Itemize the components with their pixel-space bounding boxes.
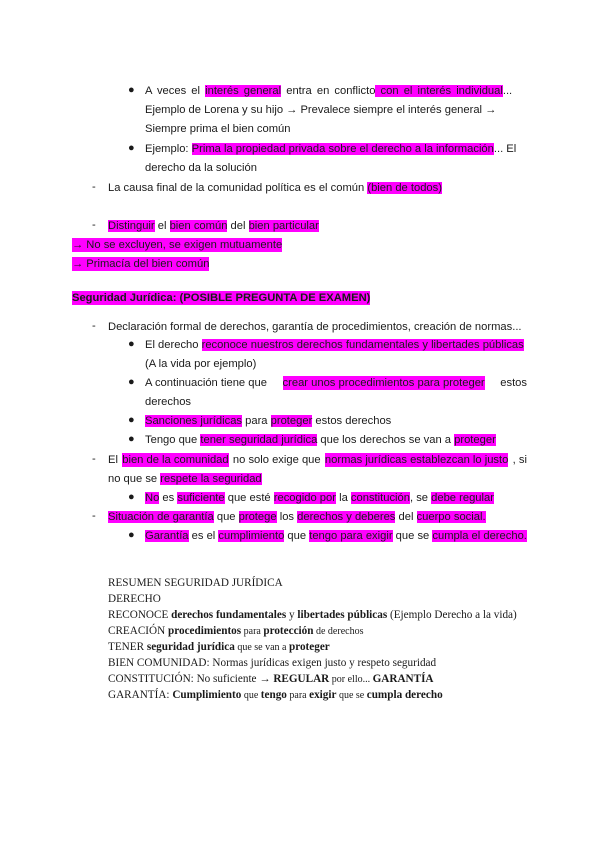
bullet-dot: ● [128, 84, 135, 96]
bullet-text: Garantía es el cumplimiento que tengo para exigir que se cumpla el derecho. [145, 530, 527, 542]
bullet-dot: ● [128, 433, 135, 445]
bullet-text: El derecho reconoce nuestros derechos fundamentales y libertades públicas [145, 339, 524, 351]
bullet-text: A veces el interés general entra en conflicto con el interés individual... [145, 85, 513, 97]
summary-line: BIEN COMUNIDAD: Normas jurídicas exigen justo y respeto seguridad [108, 657, 437, 669]
bullet-text: Ejemplo de Lorena y su hijo → Prevalece siempre el interés general → [145, 104, 497, 116]
bullet-text: Sanciones jurídicas para proteger estos derechos [145, 415, 392, 427]
bullet-text: Ejemplo: Prima la propiedad privada sobre el derecho a la información... El [145, 143, 517, 155]
summary-line: GARANTÍA: Cumplimiento que tengo para exigir que se cumpla derecho [108, 689, 443, 701]
dash-text: Situación de garantía que protege los derechos y deberes del cuerpo social. [108, 511, 486, 523]
dash-marker: - [92, 181, 96, 193]
bullet-dot: ● [128, 338, 135, 350]
summary-line: RESUMEN SEGURIDAD JURÍDICA [108, 577, 283, 589]
dash-text: El bien de la comunidad no solo exige que normas jurídicas establezcan lo justo , si [108, 454, 527, 466]
bullet-dot: ● [128, 414, 135, 426]
bullet-dot: ● [128, 142, 135, 154]
bullet-text: Siempre prima el bien común [145, 123, 291, 135]
bullet-text: derecho da la solución [145, 162, 257, 174]
bullet-text: Tengo que tener seguridad jurídica que los derechos se van a proteger [145, 434, 496, 446]
summary-line: CREACIÓN procedimientos para protección de derechos [108, 625, 364, 637]
arrow-line: → Primacía del bien común [72, 258, 210, 270]
dash-marker: - [92, 219, 96, 231]
bullet-dot: ● [128, 529, 135, 541]
summary-line: DERECHO [108, 593, 161, 605]
dash-text: Declaración formal de derechos, garantía de procedimientos, creación de normas... [108, 321, 522, 333]
summary-line: CONSTITUCIÓN: No suficiente → REGULAR por ello... GARANTÍA [108, 673, 434, 685]
dash-text: no que se respete la seguridad [108, 473, 262, 485]
dash-marker: - [92, 510, 96, 522]
dash-text: Distinguir el bien común del bien particular [108, 220, 319, 232]
bullet-text: (A la vida por ejemplo) [145, 358, 257, 370]
dash-text: La causa final de la comunidad política es el común (bien de todos) [108, 182, 442, 194]
bullet-dot: ● [128, 491, 135, 503]
summary-line: RECONOCE derechos fundamentales y libertades públicas (Ejemplo Derecho a la vida) [108, 609, 517, 621]
dash-marker: - [92, 453, 96, 465]
bullet-text: derechos [145, 396, 192, 408]
bullet-text: No es suficiente que esté recogido por la constitución, se debe regular [145, 492, 494, 504]
summary-line: TENER seguridad jurídica que se van a proteger [108, 641, 330, 653]
bullet-text: A continuación tiene que crear unos procedimientos para proteger estos [145, 377, 527, 389]
dash-marker: - [92, 320, 96, 332]
bullet-dot: ● [128, 376, 135, 388]
arrow-line: → No se excluyen, se exigen mutuamente [72, 239, 283, 251]
section-title: Seguridad Jurídica: (POSIBLE PREGUNTA DE EXAMEN) [72, 292, 371, 304]
